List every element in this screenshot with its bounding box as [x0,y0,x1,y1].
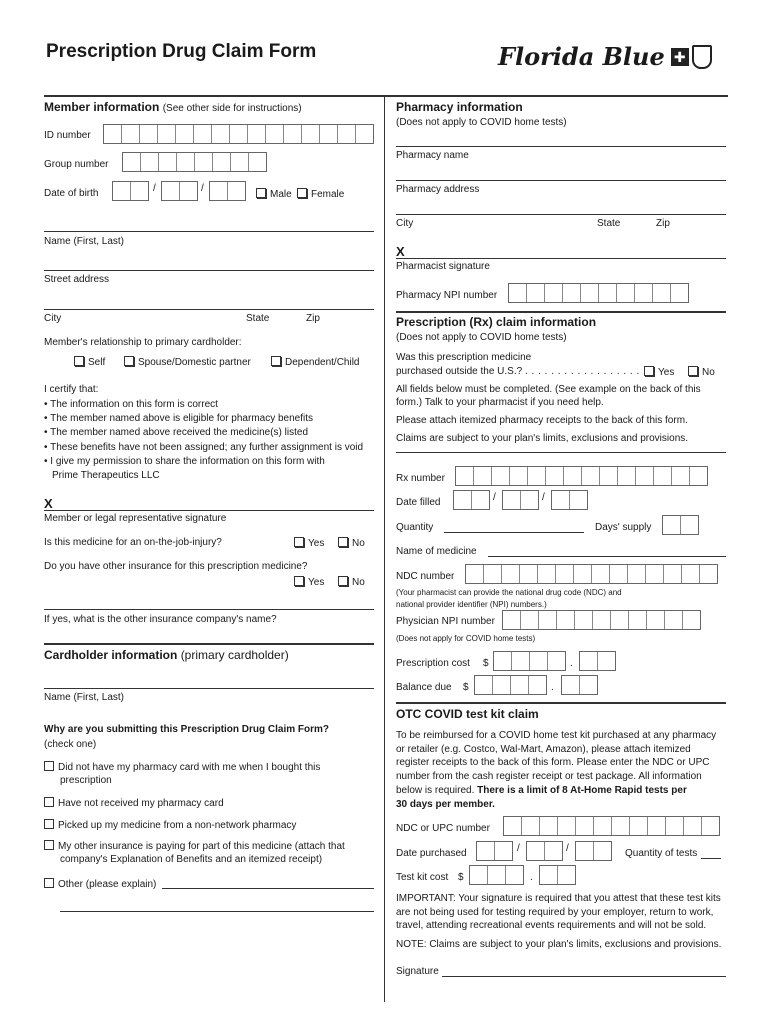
pharmacy-heading: Pharmacy information [396,100,523,114]
date-purchased-year[interactable] [575,841,612,861]
city-label: City [44,313,62,324]
header-rule [44,95,728,97]
reason-not-received[interactable]: Have not received my pharmacy card [44,797,224,810]
group-number-label: Group number [44,159,109,170]
certify-item: Prime Therapeutics LLC [52,470,160,481]
reason-other-insurance-cont: company's Explanation of Benefits and an itemized receipt) [60,854,323,865]
reason-other[interactable]: Other (please explain) [44,878,156,891]
why-question: Why are you submitting this Prescription Drug Claim Form? [44,724,330,735]
name-label: Name (First, Last) [44,236,125,247]
medicine-name-line[interactable] [488,556,726,557]
florida-blue-logo [498,42,712,71]
kit-dot: . [530,872,533,883]
covid-rule [396,702,726,704]
member-signature-line[interactable] [44,510,374,511]
covid-signature-label: Signature [396,966,439,977]
cost-dot: . [570,658,573,669]
relationship-self[interactable]: Self [74,356,105,369]
limits-note: Claims are subject to your plan's limits, exclusions and provisions. [396,433,689,444]
physician-npi-note: (Does not apply for COVID home tests) [396,634,536,643]
prescription-cost-dollars[interactable] [493,651,566,671]
certify-item: • The information on this form is correct [44,399,218,410]
outside-us-no[interactable]: No [688,366,715,379]
physician-npi-boxes[interactable] [502,610,701,630]
reason-other-line-2[interactable] [60,911,374,912]
purchase-slash: / [566,843,569,854]
relationship-dependent[interactable]: Dependent/Child [271,356,360,369]
ndc-boxes[interactable] [465,564,718,584]
dob-month-boxes[interactable] [112,181,149,201]
member-signature-label: Member or legal representative signature [44,513,227,524]
rx-number-boxes[interactable] [455,466,708,486]
cardholder-heading: Cardholder information (primary cardholder) [44,648,289,662]
member-heading: Member information (See other side for instructions) [44,100,302,114]
outside-us-yes[interactable]: Yes [644,366,674,379]
important-note-cont: travel, attending recreational events requirements and will not be sold. [396,920,707,931]
id-number-boxes[interactable] [103,124,374,144]
reason-non-network[interactable]: Picked up my medicine from a non-network pharmacy [44,819,296,832]
state-label: State [246,313,270,324]
page-title: Prescription Drug Claim Form [46,41,317,62]
covid-paragraph-limit: 30 days per member. [396,799,495,810]
date-filled-year[interactable] [551,490,588,510]
test-kit-cost-label: Test kit cost [396,872,449,883]
pharmacist-signature-x: X [396,244,405,259]
ndc-note: (Your pharmacist can provide the national drug code (NDC) and [396,588,622,597]
covid-limits-note: NOTE: Claims are subject to your plan's limits, exclusions and provisions. [396,939,722,950]
important-note-cont: are not being used for testing required by your employer, return to work, [396,907,714,918]
rx-number-label: Rx number [396,473,445,484]
date-filled-day[interactable] [502,490,539,510]
balance-dot: . [551,682,554,693]
dob-day-boxes[interactable] [161,181,198,201]
street-label: Street address [44,274,110,285]
ndc-upc-label: NDC or UPC number [396,823,490,834]
blue-shield-icon [692,45,712,69]
prescription-cost-label: Prescription cost [396,658,470,669]
certify-item: • These benefits have not been assigned; any further assignment is void [44,442,364,453]
column-divider [384,97,385,1002]
date-filled-label: Date filled [396,497,441,508]
other-insurance-name-label: If yes, what is the other insurance company's name? [44,614,277,625]
pharmacist-signature-label: Pharmacist signature [396,261,490,272]
important-note: IMPORTANT: Your signature is required that you attest that these test kits [396,893,721,904]
logo-text: Florida Blue [498,42,665,71]
required-note: All fields below must be completed. (See example on the back of this [396,384,701,395]
certify-item: • The member named above received the medicine(s) listed [44,427,308,438]
date-filled-month[interactable] [453,490,490,510]
ndc-note-cont: national provider identifier (NPI) numbers.) [396,600,547,609]
pharmacy-zip-label: Zip [656,218,670,229]
covid-paragraph: To be reimbursed for a COVID home test kit purchased at any pharmacy [396,730,717,741]
date-slash: / [493,492,496,503]
member-signature-x: X [44,496,53,511]
date-purchased-month[interactable] [476,841,513,861]
kit-dollar: $ [458,872,464,883]
reason-no-card-cont: prescription [60,775,112,786]
quantity-line[interactable] [444,532,584,533]
male-option[interactable]: Male [256,188,292,201]
reason-other-line[interactable] [162,888,374,889]
reason-no-card[interactable]: Did not have my pharmacy card with me when I bought this [44,761,320,774]
pharmacy-address-line[interactable] [396,180,726,181]
other-insurance-yes[interactable]: Yes [294,576,324,589]
required-note-cont: form.) Talk to your pharmacist if you need help. [396,397,604,408]
covid-paragraph: register receipts to the back of this form. Please enter the NDC or UPC [396,757,710,768]
ndc-label: NDC number [396,571,455,582]
rx-note: (Does not apply to COVID home tests) [396,332,567,343]
group-number-boxes[interactable] [122,152,267,172]
certify-item: • I give my permission to share the information on this form with [44,456,325,467]
pharmacy-city-line[interactable] [396,214,726,215]
ndc-upc-boxes[interactable] [503,816,720,836]
date-purchased-day[interactable] [526,841,563,861]
days-supply-boxes[interactable] [662,515,699,535]
dob-slash: / [201,183,204,194]
quantity-tests-line[interactable] [701,858,721,859]
balance-dollar: $ [463,682,469,693]
pharmacy-name-line[interactable] [396,146,726,147]
outside-us-question-cont: purchased outside the U.S.? . . . . . . . . . . . . . . . . . . . [396,366,647,377]
days-supply-label: Days' supply [595,522,652,533]
pharmacy-npi-boxes[interactable] [508,283,689,303]
cost-dollar: $ [483,658,489,669]
covid-paragraph: or retailer (e.g. Costco, Wal-Mart, Amazon), please attach itemized [396,744,691,755]
medicine-name-label: Name of medicine [396,546,477,557]
dob-label: Date of birth [44,188,99,199]
pharmacy-note: (Does not apply to COVID home tests) [396,117,567,128]
cardholder-name-label: Name (First, Last) [44,692,125,703]
ojt-question: Is this medicine for an on-the-job-injury? [44,537,222,548]
test-kit-cost-dollars[interactable] [469,865,524,885]
dob-year-boxes[interactable] [209,181,246,201]
pharmacy-state-label: State [597,218,621,229]
name-line[interactable] [44,231,374,232]
pharmacy-npi-label: Pharmacy NPI number [396,290,498,301]
check-one-note: (check one) [44,739,97,750]
female-option[interactable]: Female [297,188,344,201]
dob-slash: / [153,183,156,194]
street-line[interactable] [44,270,374,271]
certify-intro: I certify that: [44,384,99,395]
purchase-slash: / [517,843,520,854]
pharmacist-signature-line[interactable] [396,258,726,259]
date-purchased-label: Date purchased [396,848,467,859]
outside-us-question: Was this prescription medicine [396,352,532,363]
covid-signature-line[interactable] [442,976,726,977]
attach-receipts-note: Please attach itemized pharmacy receipts to the back of this form. [396,415,688,426]
blue-cross-icon: ✚ [671,48,689,66]
cardholder-rule [44,643,374,645]
test-kit-cost-cents[interactable] [539,865,576,885]
quantity-label: Quantity [396,522,434,533]
prescription-cost-cents[interactable] [579,651,616,671]
ojt-yes[interactable]: Yes [294,537,324,550]
pharmacy-name-label: Pharmacy name [396,150,469,161]
rx-rule [396,311,726,313]
rx-divider [396,452,726,453]
other-insurance-line[interactable] [44,609,374,610]
pharmacy-address-label: Pharmacy address [396,184,480,195]
pharmacy-city-label: City [396,218,414,229]
cardholder-name-line[interactable] [44,688,374,689]
quantity-tests-label: Quantity of tests [625,848,698,859]
ojt-no[interactable]: No [338,537,365,550]
balance-due-cents[interactable] [561,675,598,695]
covid-heading: OTC COVID test kit claim [396,707,539,721]
rx-heading: Prescription (Rx) claim information [396,315,597,329]
city-line[interactable] [44,309,374,310]
covid-paragraph: number from the cash register receipt or test package. All information [396,771,702,782]
reason-other-insurance[interactable]: My other insurance is paying for part of this medicine (attach that [44,840,345,853]
zip-label: Zip [306,313,320,324]
relationship-label: Member's relationship to primary cardholder: [44,337,242,348]
certify-item: • The member named above is eligible for pharmacy benefits [44,413,314,424]
balance-due-dollars[interactable] [474,675,547,695]
relationship-spouse[interactable]: Spouse/Domestic partner [124,356,251,369]
id-number-label: ID number [44,130,91,141]
other-insurance-question: Do you have other insurance for this prescription medicine? [44,561,308,572]
date-slash: / [542,492,545,503]
balance-due-label: Balance due [396,682,452,693]
covid-paragraph: below is required. There is a limit of 8 At-Home Rapid tests per [396,785,687,796]
other-insurance-no[interactable]: No [338,576,365,589]
physician-npi-label: Physician NPI number [396,616,495,627]
